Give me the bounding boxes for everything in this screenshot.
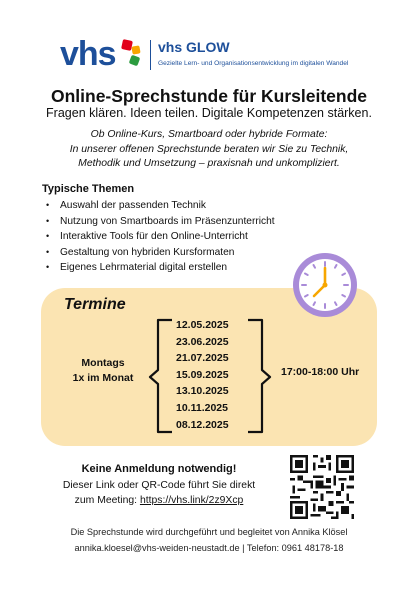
logo-divider [150, 40, 151, 70]
date-list [176, 317, 229, 433]
intro-line: In unserer offenen Sprechstunde beraten wir Sie zu Technik, [69, 143, 349, 155]
topic-item: • Gestaltung von hybriden Kursformaten [46, 245, 275, 261]
termine-title: Termine [64, 296, 126, 313]
date-item: 08.12.2025 [176, 418, 229, 431]
no-registration-note: Keine Anmeldung notwendig! [81, 463, 237, 475]
intro-text [30, 128, 388, 172]
meeting-line: Dieser Link oder QR-Code führt Sie direkt [62, 480, 256, 491]
date-item: 10.11.2025 [176, 401, 228, 414]
topics-list [46, 198, 275, 276]
date-item: 13.10.2025 [176, 385, 229, 398]
date-item: 23.06.2025 [176, 335, 229, 348]
page-subtitle: Fragen klären. Ideen teilen. Digitale Kompetenzen stärken. [46, 106, 372, 120]
frequency-day: Montags [81, 357, 125, 369]
frequency-interval: 1x im Monat [72, 372, 134, 384]
topic-item: • Eigenes Lehrmaterial digital erstellen [46, 260, 275, 276]
date-item: 12.05.2025 [176, 319, 229, 331]
topics-heading: Typische Themen [42, 183, 135, 195]
footer [0, 524, 418, 556]
footer-contact-person: Die Sprechstunde wird durchgeführt und begleitet von Annika Klösel [70, 527, 348, 537]
topic-item: • Nutzung von Smartboards im Präsenzunterricht [46, 214, 275, 230]
date-item: 15.09.2025 [176, 368, 229, 381]
intro-line: Ob Online-Kurs, Smartboard oder hybride Formate: [90, 129, 328, 140]
date-item: 21.07.2025 [176, 352, 229, 365]
vhs-glow-logo [60, 36, 360, 76]
time-range: 17:00-18:00 Uhr [281, 366, 360, 378]
logo-green-mark [129, 55, 141, 67]
logo-brand: vhs [60, 35, 116, 73]
meeting-line [40, 494, 278, 509]
qr-code-icon[interactable] [290, 455, 354, 519]
topic-item: • Auswahl der passenden Technik [46, 198, 275, 214]
termine-frequency [58, 356, 148, 386]
intro-line: Methodik und Umsetzung – praxisnah und unkompliziert. [78, 158, 340, 169]
logo-tagline: Gezielte Lern- und Organisationsentwicklung im digitalen Wandel [158, 60, 349, 67]
footer-contact-details: annika.kloesel@vhs-weiden-neustadt.de | Telefon: 0961 48178-18 [74, 543, 344, 553]
logo-name: vhs GLOW [158, 39, 230, 55]
page-title: Online-Sprechstunde für Kursleitende [50, 86, 368, 106]
topic-item: • Interaktive Tools für den Online-Unterricht [46, 229, 275, 245]
meeting-info [40, 479, 278, 508]
meeting-link[interactable]: https://vhs.link/2z9Xcp [139, 494, 244, 506]
meeting-prefix: zum Meeting: [74, 494, 140, 506]
clock-icon [290, 250, 360, 320]
logo-yellow-mark [131, 45, 140, 54]
